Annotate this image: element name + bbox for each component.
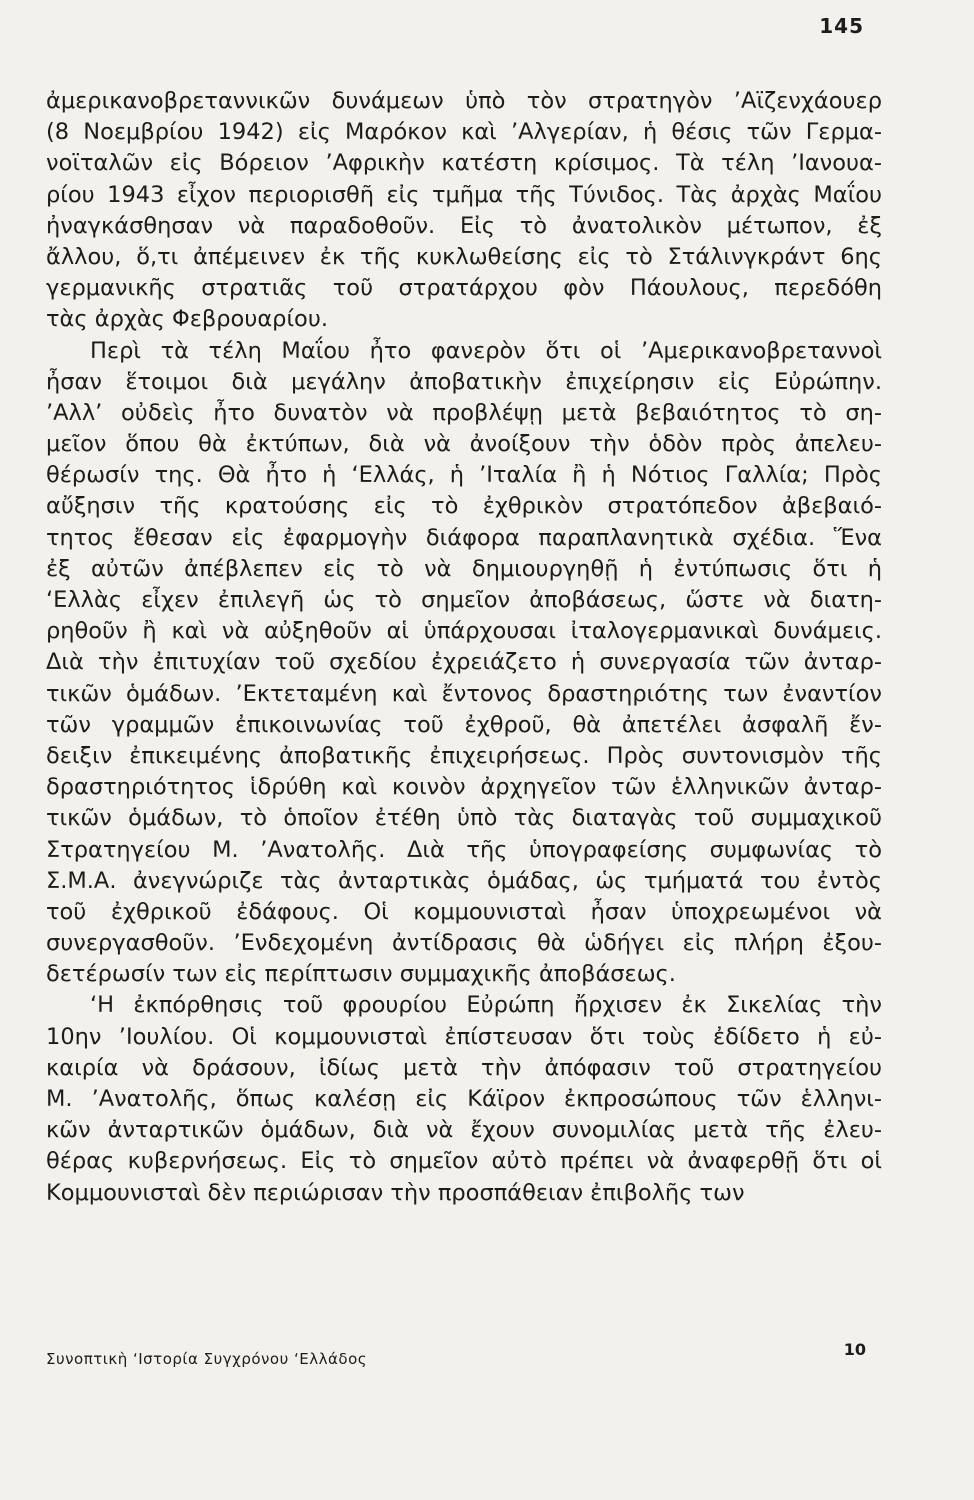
text-line: τὰς ἀρχὰς Φεβρουαρίου. [46,306,328,333]
text-line: Μ. ’Ανατολῆς, ὅπως καλέσῃ εἰς Κάϊρον ἐκπροσώπους τῶν ἑλληνι- [46,1086,882,1112]
text-line: ‘Ελλὰς εἶχεν ἐπιλεγῆ ὡς τὸ σημεῖον ἀποβάσεως, ὥστε νὰ διατη- [46,587,882,613]
text-line: θέρας κυβερνήσεως. Εἰς τὸ σημεῖον αὐτὸ πρέπει νὰ ἀναφερθῇ ὅτι οἱ [46,1148,882,1175]
text-line: ρίου 1943 εἶχον περιορισθῆ εἰς τμῆμα τῆς Τύνιδος. Τὰς ἀρχὰς Μαΐου [46,181,882,208]
text-line: ‘Η ἐκπόρθησις τοῦ φρουρίου Εὐρώπη ἤρχισεν ἐκ Σικελίας τὴν [90,992,882,1019]
paragraph [46,990,882,1208]
paragraph [46,336,882,991]
text-line: ’Αλλ’ οὐδεὶς ἦτο δυνατὸν νὰ προβλέψῃ μετὰ βεβαιότητος τὸ ση- [46,399,882,426]
text-line: τητος ἔθεσαν εἰς ἐφαρμογὴν διάφορα παραπλανητικὰ σχέδια. Ἕνα [46,524,882,551]
text-line: ἀμερικανοβρεταννικῶν δυνάμεων ὑπὸ τὸν στρατηγὸν ’Αϊζενχάουερ [46,88,882,114]
text-line: Στρατηγείου Μ. ’Ανατολῆς. Διὰ τῆς ὑπογραφείσης συμφωνίας τὸ [46,836,882,863]
text-line: Κομμουνισταὶ δὲν περιώρισαν τὴν προσπάθειαν ἐπιβολῆς των [46,1179,745,1206]
text-line: 10ην ’Ιουλίου. Οἱ κομμουνισταὶ ἐπίστευσαν ὅτι τοὺς ἐδίδετο ἡ εὐ- [46,1023,882,1050]
text-line: γερμανικῆς στρατιᾶς τοῦ στρατάρχου φὸν Πάουλους, περεδόθη [46,275,882,302]
text-line: ἦσαν ἕτοιμοι διὰ μεγάλην ἀποβατικὴν ἐπιχείρησιν εἰς Εὐρώπην. [46,368,882,395]
body-text [46,86,882,1209]
text-line: ἠναγκάσθησαν νὰ παραδοθοῦν. Εἰς τὸ ἀνατολικὸν μέτωπον, ἐξ [46,212,882,239]
page-number: 145 [819,14,864,38]
text-line: Σ.Μ.Α. ἀνεγνώριζε τὰς ἀνταρτικὰς ὁμάδας, ὡς τμήματά του ἐντὸς [46,867,882,894]
text-line: τικῶν ὁμάδων. ’Εκτεταμένη καὶ ἔντονος δραστηριότης των ἐναντίον [46,680,882,707]
text-line: τικῶν ὁμάδων, τὸ ὁποῖον ἐτέθη ὑπὸ τὰς διαταγὰς τοῦ συμμαχικοῦ [46,805,882,832]
paragraph [46,86,882,336]
text-line: ἐξ αὐτῶν ἀπέβλεπεν εἰς τὸ νὰ δημιουργηθῇ ἡ ἐντύπωσις ὅτι ἡ [46,555,882,582]
printer-signature: 10 [843,1340,866,1359]
text-line: μεῖον ὅπου θὰ ἐκτύπων, διὰ νὰ ἀνοίξουν τὴν ὁδὸν πρὸς ἀπελευ- [46,431,882,458]
text-line: αὔξησιν τῆς κρατούσης εἰς τὸ ἐχθρικὸν στρατόπεδον ἀβεβαιό- [46,493,882,520]
text-line: θέρωσίν της. Θὰ ἦτο ἡ ‘Ελλάς, ἡ ’Ιταλία ἢ ἡ Νότιος Γαλλία; Πρὸς [46,462,882,489]
text-line: δραστηριότητος ἱδρύθη καὶ κοινὸν ἀρχηγεῖον τῶν ἑλληνικῶν ἀνταρ- [46,774,882,801]
text-line: (8 Νοεμβρίου 1942) εἰς Μαρόκον καὶ ’Αλγερίαν, ἡ θέσις τῶν Γερμα- [46,119,882,146]
footer-book-title: Συνοπτικὴ ‘Ιστορία Συγχρόνου ‘Ελλάδος [46,1350,368,1368]
text-line: τοῦ ἐχθρικοῦ ἐδάφους. Οἱ κομμουνισταὶ ἦσαν ὑποχρεωμένοι νὰ [46,898,882,925]
text-line: ἄλλου, ὅ,τι ἀπέμεινεν ἐκ τῆς κυκλωθείσης εἰς τὸ Στάλινγκράντ 6ης [46,243,882,270]
text-line: κῶν ἀνταρτικῶν ὁμάδων, διὰ νὰ ἔχουν συνομιλίας μετὰ τῆς ἐλευ- [46,1117,882,1144]
text-line: καιρία νὰ δράσουν, ἰδίως μετὰ τὴν ἀπόφασιν τοῦ στρατηγείου [46,1054,882,1081]
text-line: νοϊταλῶν εἰς Βόρειον ’Αφρικὴν κατέστη κρίσιμος. Τὰ τέλη ’Ιανουα- [46,150,882,177]
text-line: Διὰ τὴν ἐπιτυχίαν τοῦ σχεδίου ἐχρειάζετο ἡ συνεργασία τῶν ἀνταρ- [46,649,882,676]
text-line: δειξιν ἐπικειμένης ἀποβατικῆς ἐπιχειρήσεως. Πρὸς συντονισμὸν τῆς [46,742,882,769]
text-line: δετέρωσίν των εἰς περίπτωσιν συμμαχικῆς ἀποβάσεως. [46,961,676,988]
text-line: τῶν γραμμῶν ἐπικοινωνίας τοῦ ἐχθροῦ, θὰ ἀπετέλει ἀσφαλῆ ἔν- [46,711,882,738]
text-line: Περὶ τὰ τέλη Μαΐου ἦτο φανερὸν ὅτι οἱ ’Αμερικανοβρεταννοὶ [90,337,882,364]
text-line: συνεργασθοῦν. ’Ενδεχομένη ἀντίδρασις θὰ ὡδήγει εἰς πλήρη ἐξου- [46,930,882,957]
text-line: ρηθοῦν ἢ καὶ νὰ αὐξηθοῦν αἱ ὑπάρχουσαι ἰταλογερμανικαὶ δυνάμεις. [46,618,882,645]
